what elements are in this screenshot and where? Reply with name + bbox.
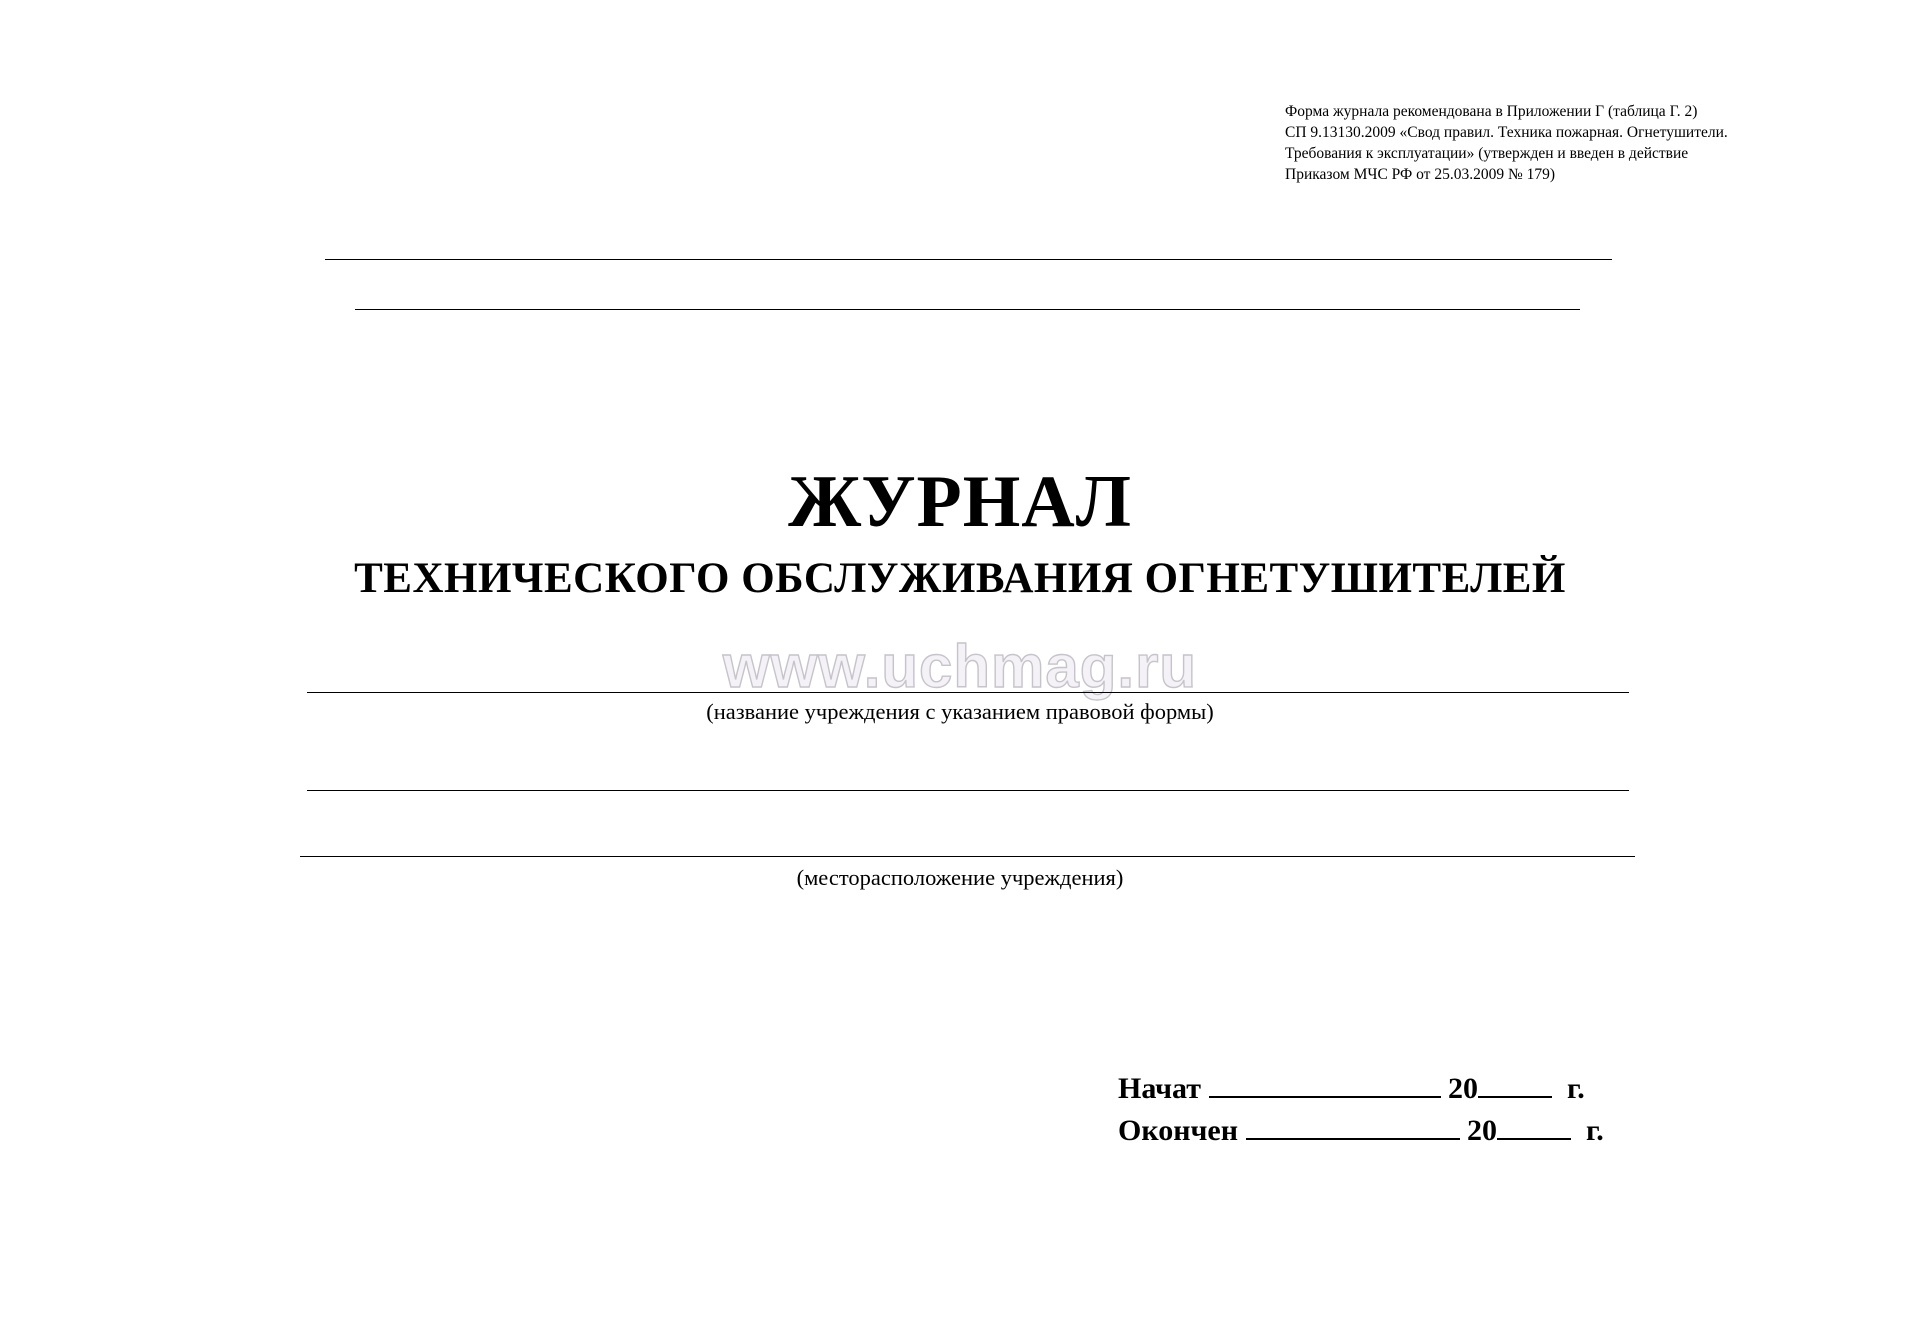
journal-title: ЖУРНАЛ (788, 461, 1132, 543)
started-year-prefix: 20 (1448, 1072, 1479, 1105)
finished-date-blank (1246, 1112, 1460, 1140)
institution-location-line-1 (307, 790, 1629, 791)
organization-blank-line-1 (325, 259, 1612, 260)
finished-label: Окончен (1118, 1114, 1239, 1147)
started-date-blank (1209, 1070, 1441, 1098)
started-year-suffix: г. (1567, 1072, 1585, 1105)
regulation-note-line: Форма журнала рекомендована в Приложении Г (таблица Г. 2) (1285, 103, 1698, 120)
regulation-note (1285, 101, 1821, 185)
started-year-blank (1478, 1070, 1552, 1098)
regulation-note-line: Требования к эксплуатации» (утвержден и введен в действие (1285, 145, 1689, 162)
institution-location-line-2 (300, 856, 1635, 857)
journal-subtitle: ТЕХНИЧЕСКОГО ОБСЛУЖИВАНИЯ ОГНЕТУШИТЕЛЕЙ (354, 555, 1566, 602)
finished-year-blank (1497, 1112, 1571, 1140)
site-watermark: www.uchmag.ru (722, 633, 1198, 700)
regulation-note-line: Приказом МЧС РФ от 25.03.2009 № 179) (1285, 166, 1556, 183)
finished-year-suffix: г. (1586, 1114, 1604, 1147)
institution-location-caption: (месторасположение учреждения) (796, 865, 1124, 890)
institution-name-line (307, 692, 1629, 693)
started-date-row (1118, 1070, 1585, 1107)
finished-year-prefix: 20 (1467, 1114, 1498, 1147)
finished-date-row (1118, 1112, 1604, 1149)
organization-blank-line-2 (355, 309, 1580, 310)
regulation-note-line: СП 9.13130.2009 «Свод правил. Техника пожарная. Огнетушители. (1285, 124, 1728, 141)
started-label: Начат (1118, 1072, 1202, 1105)
institution-name-caption: (название учреждения с указанием правовой формы) (706, 699, 1214, 724)
